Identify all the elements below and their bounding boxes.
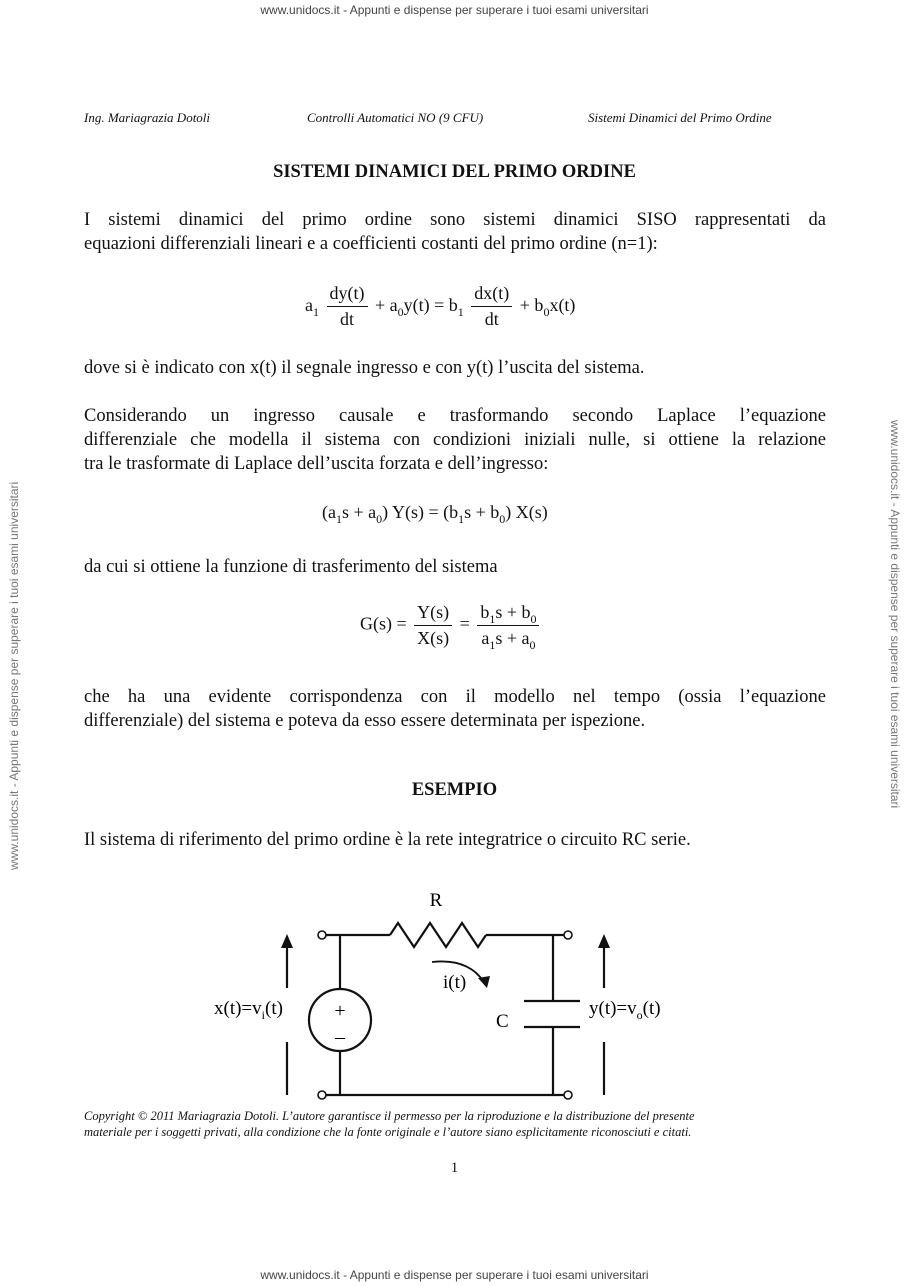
paragraph-laplace-line3: tra le trasformate di Laplace dell’uscita forzata e dell’ingresso: [84, 454, 549, 474]
current-label: i(t) [443, 972, 467, 993]
header-author: Ing. Mariagrazia Dotoli [84, 110, 211, 125]
paragraph-correspondence-line1: che ha una evidente corrispondenza con il modello nel tempo (ossia l’equazione [84, 687, 826, 707]
source-plus-sign: + [334, 1000, 346, 1022]
paragraph-signals: dove si è indicato con x(t) il segnale ingresso e con y(t) l’uscita del sistema. [84, 358, 645, 378]
source-minus-sign: – [335, 1026, 345, 1048]
page-number: 1 [450, 1160, 459, 1176]
header-topic: Sistemi Dinamici del Primo Ordine [588, 110, 772, 125]
watermark-top: www.unidocs.it - Appunti e dispense per superare i tuoi esami universitari [260, 3, 649, 17]
example-heading: ESEMPIO [411, 780, 498, 800]
resistor-symbol [390, 923, 486, 947]
terminal-top-left [318, 931, 326, 939]
watermark-right: www.unidocs.it - Appunti e dispense per superare i tuoi esami universitari [888, 420, 902, 809]
paragraph-intro-line2: equazioni differenziali lineari e a coefficienti costanti del primo ordine (n=1): [84, 234, 658, 254]
page-title: SISTEMI DINAMICI DEL PRIMO ORDINE [273, 162, 636, 182]
differential-equation: $a_1$ $\frac{dy(t)}{dt}$ + $a_0y(t) = b_1$ $\frac{dx(t)}{dt}$ + $b_0x(t)$ [305, 283, 576, 329]
terminal-bottom-left [318, 1091, 326, 1099]
copyright-line2: materiale per i soggetti privati, alla condizione che la fonte originale e l’autore siano esplicitamente riconosciuti e citati. [84, 1125, 692, 1139]
paragraph-correspondence-line2: differenziale) del sistema e poteva da esso essere determinata per ispezione. [84, 711, 646, 731]
capacitor-label: C [496, 1011, 509, 1032]
paragraph-transfer: da cui si ottiene la funzione di trasferimento del sistema [84, 557, 498, 577]
current-arrow-head [478, 976, 490, 988]
paragraph-laplace-line2: differenziale che modella il sistema con condizioni iniziali nulle, si ottiene la relazione [84, 430, 826, 450]
resistor-label: R [429, 890, 443, 911]
terminal-top-right [564, 931, 572, 939]
input-voltage-label: $x(t)=v_i(t)$ [214, 998, 283, 1022]
laplace-equation: $(a_1s + a_0) Y(s) = (b_1s + b_0)$ X(s) [322, 502, 548, 526]
header-course: Controlli Automatici NO (9 CFU) [307, 110, 484, 125]
transfer-function: G(s) = $\frac{Y(s)}{X(s)}$ = $\frac{b_1s + b_0}{a_1s + a_0}$ [360, 602, 542, 649]
paragraph-example: Il sistema di riferimento del primo ordine è la rete integratrice o circuito RC serie. [84, 830, 691, 850]
watermark-left: www.unidocs.it - Appunti e dispense per superare i tuoi esami universitari [7, 481, 21, 870]
input-arrow-head [281, 934, 293, 948]
copyright-notice [84, 1108, 826, 1140]
output-arrow-head [598, 934, 610, 948]
watermark-bottom: www.unidocs.it - Appunti e dispense per superare i tuoi esami universitari [260, 1268, 649, 1282]
rc-circuit-diagram [0, 870, 909, 1110]
copyright-line1: Copyright © 2011 Mariagrazia Dotoli. L’autore garantisce il permesso per la riproduzione e la distribuzione del presente [84, 1109, 695, 1123]
output-voltage-label: $y(t)=v_o(t)$ [589, 998, 661, 1022]
paragraph-intro-line1: I sistemi dinamici del primo ordine sono sistemi dinamici SISO rappresentati da [84, 210, 826, 230]
terminal-bottom-right [564, 1091, 572, 1099]
paragraph-laplace-line1: Considerando un ingresso causale e trasformando secondo Laplace l’equazione [84, 406, 826, 426]
